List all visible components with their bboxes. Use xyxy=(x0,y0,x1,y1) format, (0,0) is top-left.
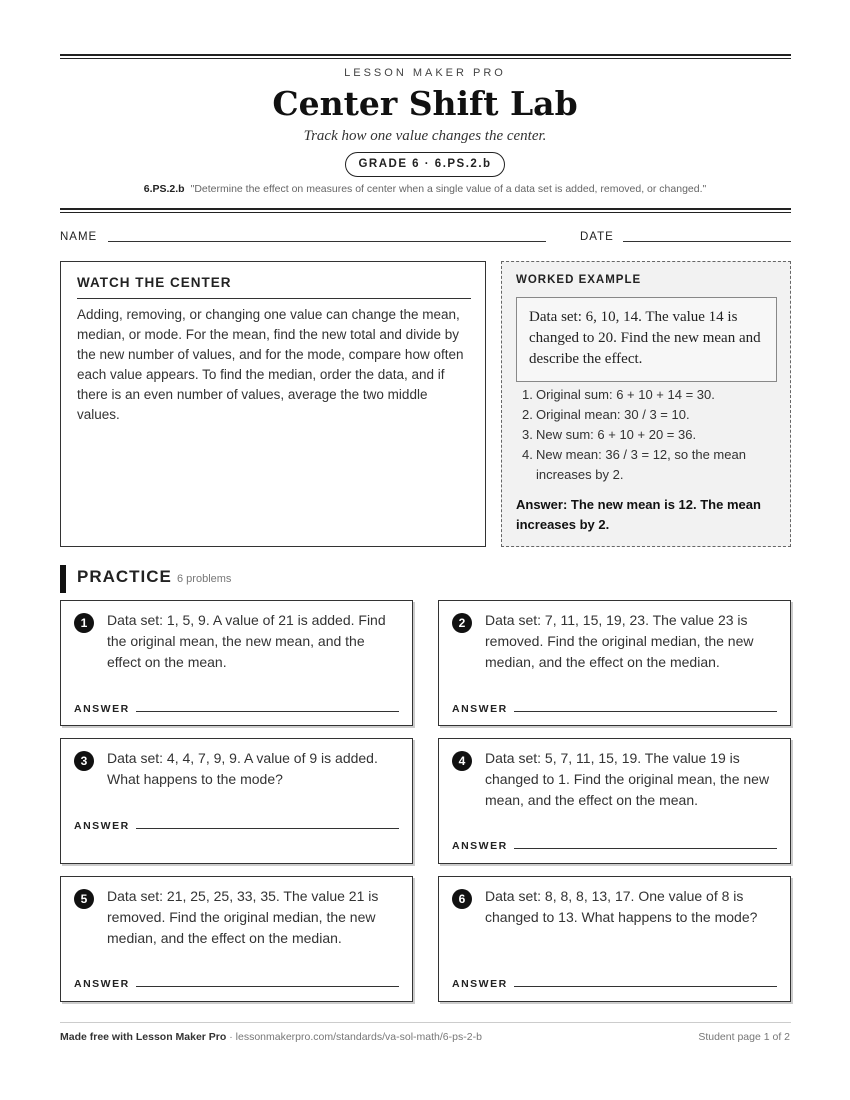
footer-url[interactable]: · lessonmakerpro.com/standards/va-sol-math/6-ps-2-b xyxy=(226,1031,482,1043)
standard-text: "Determine the effect on measures of center when a single value of a data set is added, removed, or changed." xyxy=(190,183,707,195)
problem-card-4 xyxy=(438,738,791,864)
worked-step: 3. New sum: 6 + 10 + 20 = 36. xyxy=(522,427,697,442)
answer-label: ANSWER xyxy=(74,703,130,715)
answer-field-4[interactable] xyxy=(514,848,777,849)
problem-number-badge: 4 xyxy=(452,751,472,771)
watch-title: WATCH THE CENTER xyxy=(77,275,232,290)
worked-example-box xyxy=(501,261,791,547)
footer-divider xyxy=(60,1022,791,1023)
watch-divider xyxy=(77,298,471,299)
standard-description xyxy=(0,183,850,195)
practice-count: 6 problems xyxy=(177,573,232,585)
standard-code: 6.PS.2.b xyxy=(143,183,185,195)
date-field[interactable] xyxy=(623,241,791,242)
answer-field-2[interactable] xyxy=(514,711,777,712)
problem-number-badge: 5 xyxy=(74,889,94,909)
footer-page-number: Student page 1 of 2 xyxy=(698,1031,790,1043)
problem-card-5 xyxy=(60,876,413,1002)
problem-number-badge: 2 xyxy=(452,613,472,633)
brand-name: LESSON MAKER PRO xyxy=(344,67,506,79)
problem-text: Data set: 7, 11, 15, 19, 23. The value 23 is removed. Find the original median, the new median, and the effect on the median. xyxy=(485,612,754,670)
name-field[interactable] xyxy=(108,241,546,242)
footer-made-with: Made free with Lesson Maker Pro xyxy=(60,1031,227,1043)
problem-text: Data set: 21, 25, 25, 33, 35. The value 21 is removed. Find the original median, the new median, and the effect on the median. xyxy=(107,888,379,946)
worked-step-text: Original mean: 30 / 3 = 10. xyxy=(536,407,690,422)
problem-text: Data set: 8, 8, 8, 13, 17. One value of 8 is changed to 13. What happens to the mode? xyxy=(485,888,758,925)
worked-example-answer: Answer: The new mean is 12. The mean increases by 2. xyxy=(516,497,761,532)
worked-step-text: New mean: 36 / 3 = 12, so the mean increases by 2. xyxy=(536,447,746,482)
problem-number-badge: 3 xyxy=(74,751,94,771)
answer-field-3[interactable] xyxy=(136,828,399,829)
watch-the-center-box xyxy=(60,261,486,547)
problem-text: Data set: 4, 4, 7, 9, 9. A value of 9 is added. What happens to the mode? xyxy=(107,750,378,787)
worked-example-problem: Data set: 6, 10, 14. The value 14 is changed to 20. Find the new mean and describe the effect. xyxy=(516,297,777,382)
worked-step-text: Original sum: 6 + 10 + 14 = 30. xyxy=(536,387,715,402)
watch-body-text: Adding, removing, or changing one value can change the mean, median, or mode. For the mean, find the new total and divide by the new number of values, and for the mode, compare how often each value appears. To find the median, order the data, and if there is an even number of values, average the two middle values. xyxy=(77,307,464,422)
answer-field-6[interactable] xyxy=(514,986,777,987)
worked-step: 2. Original mean: 30 / 3 = 10. xyxy=(522,407,690,422)
page-subtitle: Track how one value changes the center. xyxy=(303,128,547,144)
grade-badge: GRADE 6 · 6.PS.2.b xyxy=(345,152,505,177)
problem-card-2 xyxy=(438,600,791,726)
answer-label: ANSWER xyxy=(452,703,508,715)
problem-number-badge: 6 xyxy=(452,889,472,909)
worked-step: 1. Original sum: 6 + 10 + 14 = 30. xyxy=(522,387,715,402)
worked-example-steps xyxy=(516,385,778,485)
practice-title: PRACTICE xyxy=(77,567,172,586)
problem-card-3 xyxy=(60,738,413,864)
worked-step-text: New sum: 6 + 10 + 20 = 36. xyxy=(536,427,697,442)
answer-label: ANSWER xyxy=(452,978,508,990)
page-title: Center Shift Lab xyxy=(272,84,578,123)
problem-card-6 xyxy=(438,876,791,1002)
problem-card-1 xyxy=(60,600,413,726)
answer-label: ANSWER xyxy=(452,840,508,852)
worked-example-title: WORKED EXAMPLE xyxy=(516,274,642,286)
answer-field-5[interactable] xyxy=(136,986,399,987)
top-double-rule xyxy=(60,54,791,59)
answer-label: ANSWER xyxy=(74,978,130,990)
answer-field-1[interactable] xyxy=(136,711,399,712)
date-label: DATE xyxy=(580,231,614,243)
answer-label: ANSWER xyxy=(74,820,130,832)
header-bottom-rule xyxy=(60,208,791,213)
footer-credit xyxy=(60,1031,482,1043)
problem-number-badge: 1 xyxy=(74,613,94,633)
name-label: NAME xyxy=(60,231,98,243)
problem-text: Data set: 5, 7, 11, 15, 19. The value 19 is changed to 1. Find the original mean, the new mean, and the effect on the mean. xyxy=(485,750,770,808)
practice-accent-bar xyxy=(60,565,66,593)
problem-text: Data set: 1, 5, 9. A value of 21 is added. Find the original mean, the new mean, and the effect on the mean. xyxy=(107,612,386,670)
worked-step: 4. New mean: 36 / 3 = 12, so the mean increases by 2. xyxy=(522,447,746,482)
